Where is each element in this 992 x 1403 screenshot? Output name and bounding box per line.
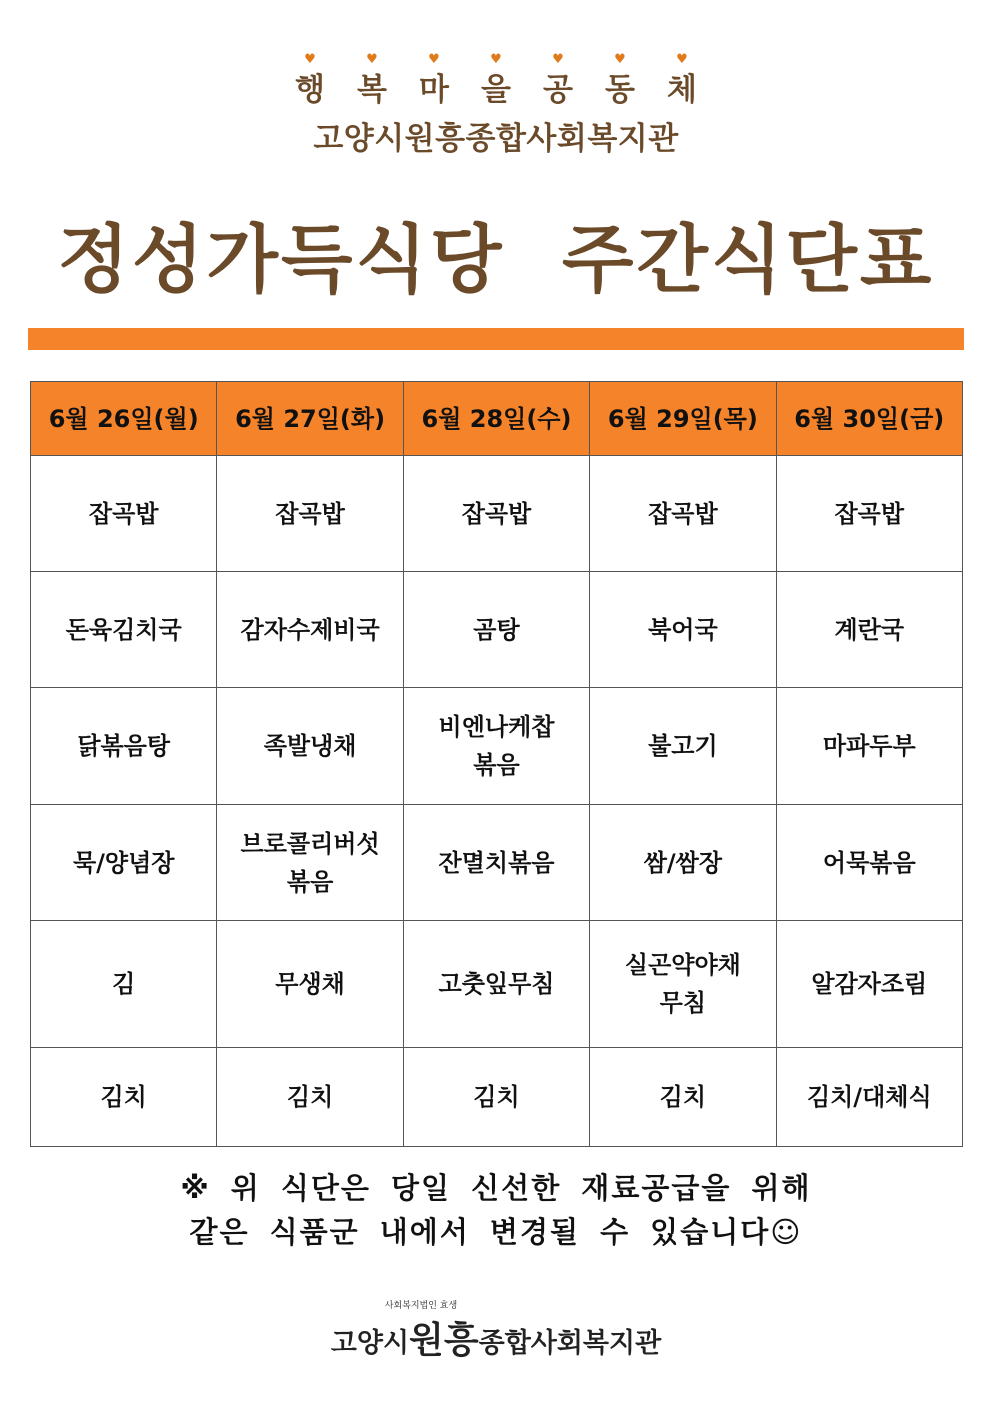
slogan-char: 마 ♥ bbox=[419, 52, 449, 108]
day-header: 6월 29일(목) bbox=[590, 382, 776, 456]
footer-center-name bbox=[330, 1320, 662, 1361]
menu-row bbox=[31, 805, 963, 921]
menu-cell: 돈육김치국 bbox=[31, 572, 217, 688]
day-header: 6월 28일(수) bbox=[403, 382, 589, 456]
menu-cell: 마파두부 bbox=[776, 688, 962, 805]
menu-cell: 잡곡밥 bbox=[590, 456, 776, 572]
heart-icon: ♥ bbox=[490, 52, 502, 67]
slogan-char: 복 ♥ bbox=[357, 52, 387, 108]
slogan-char: 을 ♥ bbox=[481, 52, 511, 108]
menu-cell: 무생채 bbox=[217, 921, 403, 1048]
footer-name-part-a: 고양시 bbox=[330, 1328, 410, 1359]
slogan-char: 공 ♥ bbox=[543, 52, 573, 108]
menu-row bbox=[31, 456, 963, 572]
slogan-char: 체 ♥ bbox=[667, 52, 697, 108]
menu-row bbox=[31, 1048, 963, 1147]
menu-row bbox=[31, 921, 963, 1048]
footer-logo bbox=[0, 1300, 992, 1363]
menu-cell: 잡곡밥 bbox=[776, 456, 962, 572]
heart-icon: ♥ bbox=[552, 52, 564, 67]
menu-row bbox=[31, 688, 963, 805]
menu-cell: 족발냉채 bbox=[217, 688, 403, 805]
menu-cell: 김치/대체식 bbox=[776, 1048, 962, 1147]
menu-cell: 고춧잎무침 bbox=[403, 921, 589, 1048]
notice bbox=[0, 1166, 992, 1254]
heart-icon: ♥ bbox=[366, 52, 378, 67]
menu-row bbox=[31, 572, 963, 688]
footer-org-label: 사회복지법인 효생 bbox=[384, 1301, 458, 1311]
notice-line-1: ※ 위 식단은 당일 신선한 재료공급을 위해 bbox=[180, 1171, 812, 1205]
menu-cell: 알감자조림 bbox=[776, 921, 962, 1048]
menu-cell: 불고기 bbox=[590, 688, 776, 805]
menu-cell: 실곤약야채 무침 bbox=[590, 921, 776, 1048]
menu-cell: 김치 bbox=[31, 1048, 217, 1147]
heart-icon: ♥ bbox=[428, 52, 440, 67]
footer-name-part-b: 원흥 bbox=[409, 1320, 479, 1361]
menu-cell: 잡곡밥 bbox=[403, 456, 589, 572]
slogan-char: 동 ♥ bbox=[605, 52, 635, 108]
footer-name-part-c: 종합사회복지관 bbox=[478, 1328, 662, 1359]
menu-cell: 곰탕 bbox=[403, 572, 589, 688]
menu-cell: 잡곡밥 bbox=[217, 456, 403, 572]
menu-cell: 쌈/쌈장 bbox=[590, 805, 776, 921]
slogan-char: 행 ♥ bbox=[295, 52, 325, 108]
menu-cell: 김치 bbox=[217, 1048, 403, 1147]
header bbox=[0, 52, 992, 158]
day-header: 6월 30일(금) bbox=[776, 382, 962, 456]
divider-bar bbox=[28, 328, 964, 350]
menu-cell: 잡곡밥 bbox=[31, 456, 217, 572]
menu-cell: 비엔나케찹 볶음 bbox=[403, 688, 589, 805]
menu-cell: 계란국 bbox=[776, 572, 962, 688]
heart-icon: ♥ bbox=[304, 52, 316, 67]
menu-cell: 북어국 bbox=[590, 572, 776, 688]
page-title: 정성가득식당 주간식단표 bbox=[57, 217, 935, 303]
menu-header-row bbox=[31, 382, 963, 456]
menu-table bbox=[30, 381, 963, 1147]
menu-cell: 잔멸치볶음 bbox=[403, 805, 589, 921]
notice-line-2: 같은 식품군 내에서 변경될 수 있습니다☺ bbox=[189, 1215, 803, 1249]
menu-cell: 묵/양념장 bbox=[31, 805, 217, 921]
heart-icon: ♥ bbox=[614, 52, 626, 67]
menu-cell: 김치 bbox=[590, 1048, 776, 1147]
menu-cell: 닭볶음탕 bbox=[31, 688, 217, 805]
menu-cell: 감자수제비국 bbox=[217, 572, 403, 688]
day-header: 6월 27일(화) bbox=[217, 382, 403, 456]
menu-cell: 김치 bbox=[403, 1048, 589, 1147]
center-name: 고양시원흥종합사회복지관 bbox=[313, 121, 679, 157]
menu-cell: 어묵볶음 bbox=[776, 805, 962, 921]
day-header: 6월 26일(월) bbox=[31, 382, 217, 456]
menu-cell: 브로콜리버섯 볶음 bbox=[217, 805, 403, 921]
menu-cell: 김 bbox=[31, 921, 217, 1048]
community-slogan bbox=[279, 52, 713, 109]
heart-icon: ♥ bbox=[676, 52, 688, 67]
